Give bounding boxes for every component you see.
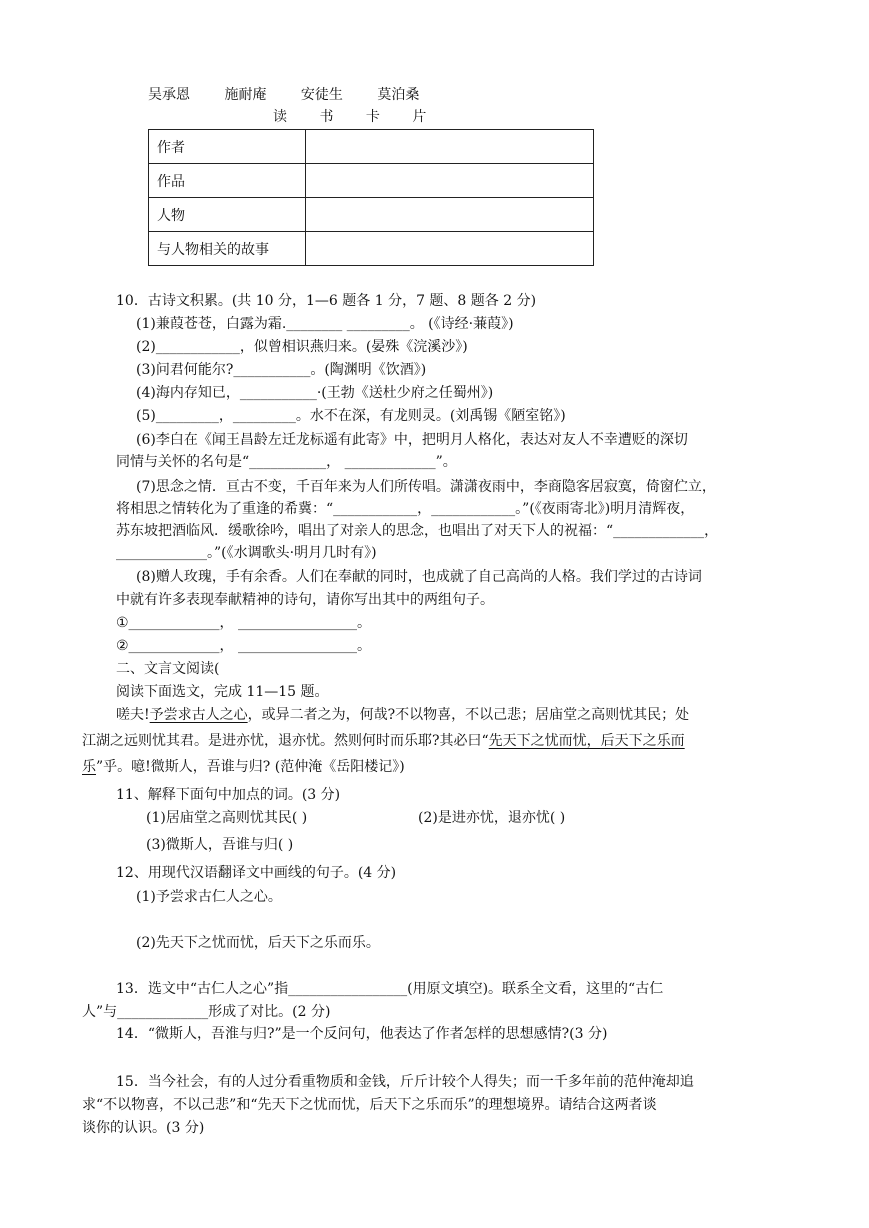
q10-item: (7)思念之情．亘古不变，千百年来为人们所传唱。潇潇夜雨中，李商隐客居寂寞，倚窗伫立， xyxy=(136,479,716,495)
table-cell-blank[interactable] xyxy=(306,198,594,232)
q10-item: 苏东坡把酒临风．缓歌徐吟，唱出了对亲人的思念，也唱出了对天下人的祝福：“_____________， xyxy=(116,523,719,539)
q10-item: 将相思之情转化为了重逢的希冀：“____________，____________。”(《夜雨寄北》)明月清辉夜， xyxy=(116,501,695,517)
author-name: 安徒生 xyxy=(300,87,343,103)
author-name: 施耐庵 xyxy=(224,87,267,103)
q11-item: (3)微斯人，吾谁与归( ) xyxy=(146,837,294,853)
table-cell-blank[interactable] xyxy=(306,130,594,164)
q11-item: (1)居庙堂之高则忧其民( ) xyxy=(146,810,308,826)
underlined-sentence: 予尝求古人之心 xyxy=(149,707,248,723)
q11-item: (2)是进亦忧，退亦忧( ) xyxy=(418,810,566,826)
table-label: 人物 xyxy=(149,198,306,232)
section-intro: 阅读下面选文，完成 11—15 题。 xyxy=(116,684,329,700)
q10-item: (4)海内存知已，___________·(王勃《送杜少府之任蜀州》) xyxy=(136,385,494,401)
q15-line: 谈你的认识。(3 分) xyxy=(82,1120,205,1136)
q14-line: 14．“微斯人，吾淮与归?”是一个反问句，他表达了作者怎样的思想感情?(3 分) xyxy=(116,1026,608,1042)
q12-item: (2)先天下之忧而忧，后天下之乐而乐。 xyxy=(136,935,380,951)
q10-item: 中就有许多表现奉献精神的诗句，请你写出其中的两组句子。 xyxy=(116,592,494,608)
author-name: 吴承恩 xyxy=(148,87,190,103)
q10-item: (3)问君何能尔?___________。(陶渊明《饮酒》) xyxy=(136,362,427,378)
table-cell-blank[interactable] xyxy=(306,232,594,266)
underlined-sentence: 先天下之忧而忧，后天下之乐而 xyxy=(488,733,685,749)
q13-line: 13．选文中“古仁人之心”指_________________(用原文填空)。联系全文看，这里的“古仁 xyxy=(116,981,664,997)
q15-line: 求“不以物喜，不以己悲”和“先天下之忧而忧，后天下之乐而乐”的理想境界。请结合这两者谈 xyxy=(82,1097,657,1113)
q10-item: (6)李白在《闻王昌龄左迁龙标遥有此寄》中，把明月人格化，表达对友人不幸遭贬的深切 xyxy=(136,432,688,448)
table-cell-blank[interactable] xyxy=(306,164,594,198)
q12-title: 12、用现代汉语翻译文中画线的句子。(4 分) xyxy=(116,865,397,881)
q13-line: 人”与_____________形成了对比。(2 分) xyxy=(82,1004,331,1020)
passage-line: 乐”乎。噫!微斯人，吾谁与归? (范仲淹《岳阳楼记》) xyxy=(82,759,405,775)
underlined-sentence: 乐 xyxy=(82,759,96,775)
table-row xyxy=(149,130,594,164)
table-row xyxy=(149,232,594,266)
q12-item: (1)予尝求古仁人之心。 xyxy=(136,889,282,905)
table-row xyxy=(149,198,594,232)
q10-item: ②_____________， _________________。 xyxy=(116,638,372,654)
author-options xyxy=(148,86,449,104)
q10-item: _____________。”(《水调歌头·明月几时有》) xyxy=(116,545,377,561)
q10-item: (5)_________，_________。水不在深，有龙则灵。(刘禹锡《陋室铭》) xyxy=(136,408,566,424)
section-title: 二、文言文阅读( xyxy=(116,661,220,677)
table-label: 与人物相关的故事 xyxy=(149,232,306,266)
q15-line: 15．当今社会，有的人过分看重物质和金钱，斤斤计较个人得失；而一千多年前的范仲淹却追 xyxy=(116,1074,694,1090)
card-title: 读 书 卡 片 xyxy=(273,109,441,125)
table-row xyxy=(149,164,594,198)
q10-item: ①_____________， _________________。 xyxy=(116,615,372,631)
passage-line: 嗟夫!予尝求古人之心，或异二者之为，何哉?不以物喜，不以己悲；居庙堂之高则忧其民；处 xyxy=(116,707,690,723)
q10-item: (1)兼葭苍苍，白露为霜.________ _________。 (《诗经·蒹葭》) xyxy=(136,316,514,332)
table-label: 作品 xyxy=(149,164,306,198)
q11-title: 11、解释下面句中加点的词。(3 分) xyxy=(116,787,341,803)
q10-item: (2)____________，似曾相识燕归来。(晏殊《浣溪沙》) xyxy=(136,339,468,355)
table-label: 作者 xyxy=(149,130,306,164)
author-name: 莫泊桑 xyxy=(377,87,420,103)
reading-card-table xyxy=(148,129,594,266)
q10-item: 同情与关怀的名句是“___________， _____________”。 xyxy=(116,454,457,470)
q10-item: (8)赠人玫瑰，手有余香。人们在奉献的同时，也成就了自己高尚的人格。我们学过的古诗词 xyxy=(136,569,702,585)
q10-title: 10．古诗文积累。(共 10 分，1—6 题各 1 分，7 题、8 题各 2 分) xyxy=(116,293,537,309)
passage-line: 江湖之远则忧其君。是进亦忧，退亦忧。然则何时而乐耶?其必曰“先天下之忧而忧，后天下之乐而 xyxy=(82,733,685,749)
